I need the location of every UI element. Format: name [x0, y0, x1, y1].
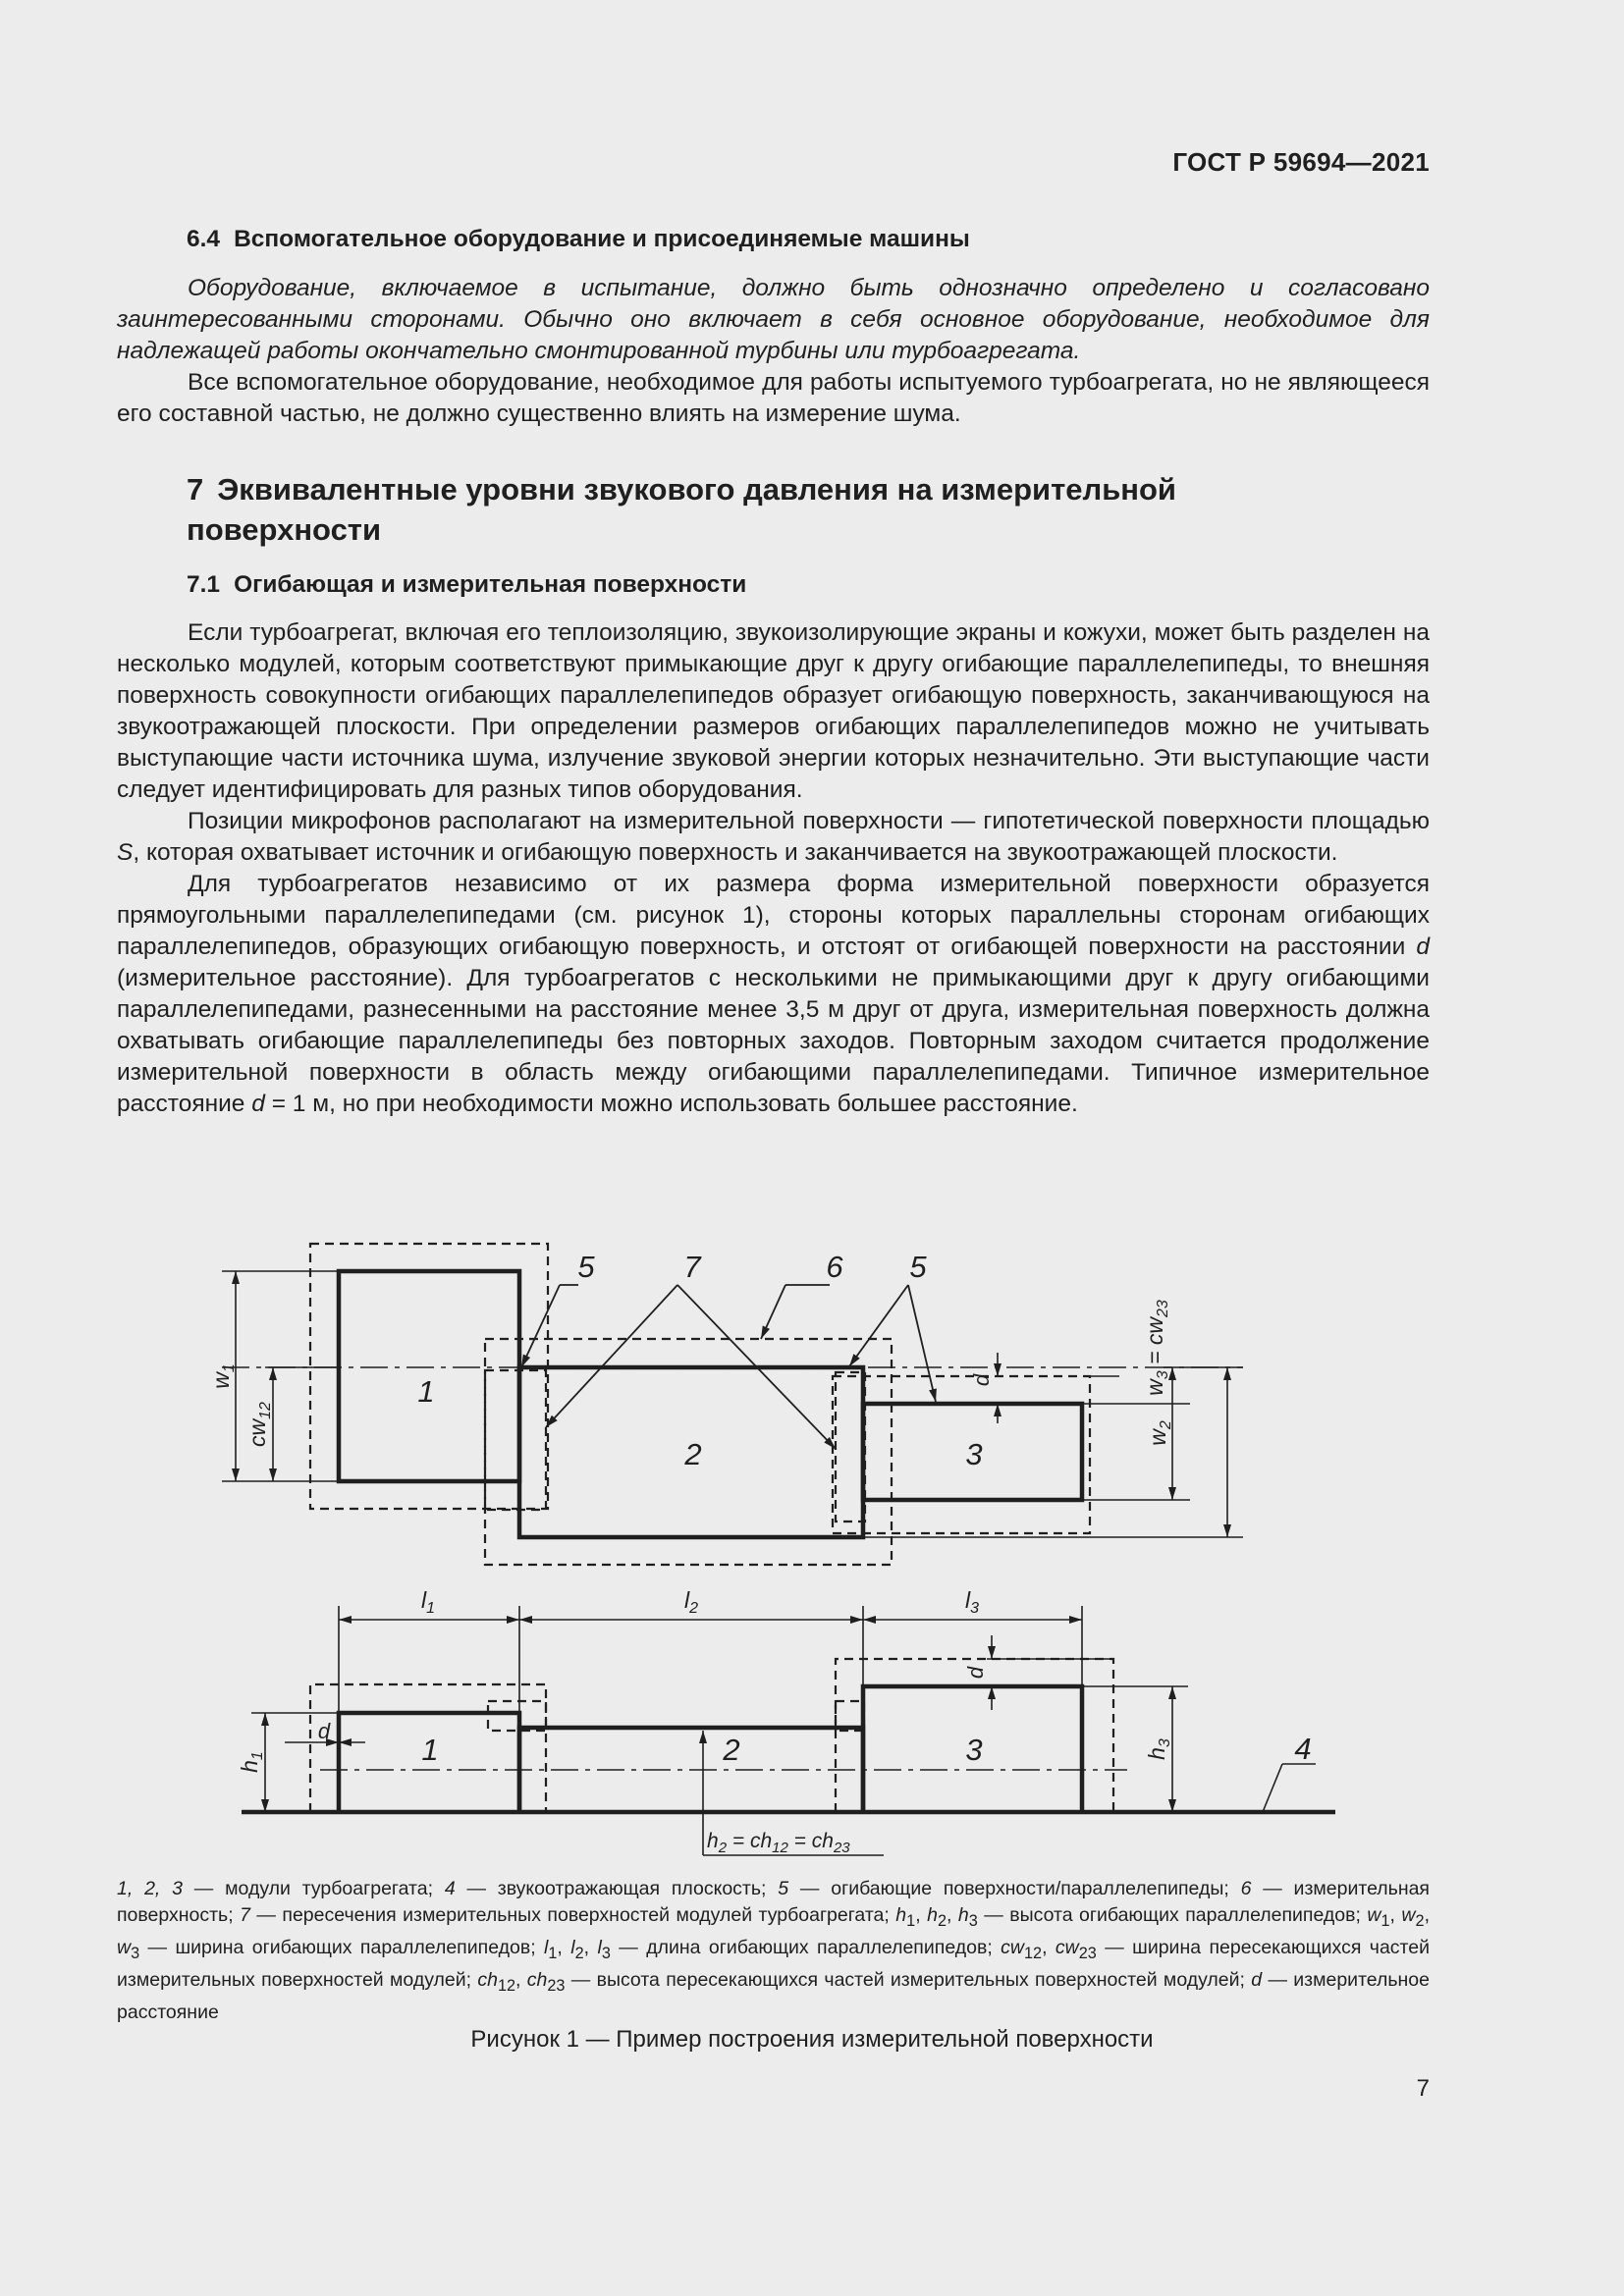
legend-key: h [895, 1904, 907, 1926]
label-l1 [421, 1587, 435, 1617]
document-code: ГОСТ Р 59694—2021 [1172, 147, 1430, 177]
text-run: (измерительное расстояние). Для турбоагрегатов с несколькими не примыкающими друг к другу огибающими параллелепипедами, разнесенными на расстояние менее 3,5 м друг от друга, измерительная поверхность должна охватывать огибающие параллелепипеды без повторных заходов. Повторным заходом считается продолжение измерительной поверхности в область между огибающими параллелепипедами. Типичное измерительное расстояние [117, 965, 1430, 1117]
legend-key: h [957, 1904, 969, 1926]
label-h1-subscript: 1 [249, 1751, 266, 1761]
label-ch23-symbol: = ch [787, 1830, 834, 1852]
legend-sub: 1 [906, 1911, 916, 1930]
label-cw12-symbol: cw [244, 1418, 270, 1447]
paragraph [117, 806, 1430, 869]
callout-4: 4 [1294, 1732, 1312, 1766]
legend-desc: — огибающие поверхности/параллелепипеды; [788, 1878, 1241, 1899]
legend-key: 5 [778, 1878, 789, 1899]
figure-labels [208, 1250, 1312, 1856]
section-6-4-body [117, 273, 1430, 430]
label-l3 [965, 1587, 979, 1617]
label-h3-symbol: h [1144, 1747, 1169, 1760]
side-view [242, 1606, 1335, 1855]
legend-key: w [1401, 1904, 1416, 1926]
label-d-plan: d [969, 1373, 994, 1387]
legend-sub: 3 [131, 1944, 140, 1962]
section-number: 7 [187, 472, 204, 507]
module-label-2-side: 2 [723, 1733, 740, 1767]
label-w3-subscript: 3 [1155, 1370, 1171, 1380]
legend-desc: — пересечения измерительных поверхностей модулей турбоагрегата; [249, 1904, 896, 1926]
label-h2-ch12-ch23 [707, 1830, 850, 1856]
callout-7: 7 [683, 1250, 701, 1284]
legend-key: l [597, 1936, 602, 1958]
figure-legend [117, 1876, 1430, 2026]
legend-sub: 12 [1024, 1944, 1043, 1962]
label-h2-symbol: h [707, 1830, 719, 1852]
module-label-1-side: 1 [421, 1733, 439, 1767]
label-w2-symbol: w [1145, 1429, 1170, 1446]
section-title: Эквивалентные уровни звукового давления на измерительной поверхности [187, 472, 1176, 547]
label-l3-subscript: 3 [970, 1600, 980, 1617]
label-l2-subscript: 2 [689, 1600, 699, 1617]
legend-key: l [570, 1936, 575, 1958]
label-w3-symbol: w [1142, 1379, 1167, 1396]
label-d-side: d [963, 1666, 988, 1680]
paragraph [117, 869, 1430, 1120]
legend-sub: 2 [1415, 1911, 1425, 1930]
label-l1-symbol: l [420, 1587, 427, 1613]
label-l1-subscript: 1 [426, 1600, 436, 1617]
symbol: d [1416, 934, 1430, 960]
label-ch12-symbol: = ch [727, 1830, 773, 1852]
plan-view [222, 1244, 1243, 1565]
label-w1-subscript: 1 [221, 1363, 238, 1373]
module-label-2: 2 [684, 1437, 702, 1471]
label-w2 [1145, 1420, 1174, 1446]
text-run: Позиции микрофонов располагают на измерительной поверхности — гипотетической поверхности площадью [188, 808, 1430, 834]
extension-lines [222, 1271, 1243, 1537]
legend-sub: 3 [601, 1944, 611, 1962]
legend-sub: 12 [497, 1976, 516, 1995]
label-d-side-left: d [317, 1719, 331, 1743]
legend-desc: — длина огибающих параллелепипедов; [610, 1936, 1001, 1958]
legend-key: w [1367, 1904, 1381, 1926]
legend-sub: 23 [547, 1976, 566, 1995]
module-label-1: 1 [417, 1374, 435, 1409]
text-run: = 1 м, но при необходимости можно использовать большее расстояние. [264, 1091, 1078, 1117]
section-7-heading [187, 469, 1365, 550]
section-title: Вспомогательное оборудование и присоединяемые машины [234, 226, 970, 252]
label-ch23-subscript: 23 [833, 1840, 850, 1856]
label-w2-subscript: 2 [1158, 1420, 1174, 1430]
legend-sub: 1 [548, 1944, 558, 1962]
text-run: , которая охватывает источник и огибающую поверхность и заканчивается на звукоотражающей плоскости. [133, 839, 1338, 866]
legend-desc: — ширина пересекающихся частей измерительных поверхностей модулей; [117, 1936, 1430, 1991]
section-6-4-heading [187, 226, 970, 253]
legend-desc: — измерительная поверхность; [117, 1878, 1430, 1926]
label-cw12 [244, 1402, 274, 1447]
callout-5-left: 5 [577, 1250, 595, 1284]
legend-sub: 1 [1380, 1911, 1390, 1930]
symbol: d [251, 1091, 265, 1117]
label-l3-symbol: l [964, 1587, 971, 1613]
label-w1-symbol: w [208, 1372, 234, 1389]
legend-text: 1, 2, 3 — модули турбоагрегата; 4 — звукоотражающая плоскость; 5 — огибающие поверхности/параллелепипеды; 6 — измерительная поверхность; 7 — пересечения измерительных поверхностей модулей турбоагрегата; $h_1$, $h_2$, $h_3$ — высота огибающих параллелепипедов; $w_1$, $w_2$, $w_3$ — ширина огибающих параллелепипедов; $l_1$, $l_2$, $l_3$ — длина огибающих параллелепипедов; $cw_{12}$, $cw_{23}$ — ширина пересекающихся частей измерительных поверхностей модулей; $ch_{12}$, $ch_{23}$ — высота пересекающихся частей измерительных поверхностей модулей; d — измерительное расстояние [117, 1878, 1430, 2023]
dimension-lines [265, 1620, 1172, 1812]
legend-key: 1, 2, 3 [117, 1878, 183, 1899]
legend-desc: — высота огибающих параллелепипедов; [977, 1904, 1368, 1926]
legend-sub: 2 [574, 1944, 584, 1962]
callout-5-right: 5 [909, 1250, 927, 1284]
legend-key: cw [1001, 1936, 1024, 1958]
legend-key: 7 [240, 1904, 250, 1926]
legend-key: ch [477, 1968, 498, 1991]
legend-key: 4 [444, 1878, 456, 1899]
label-h3 [1144, 1738, 1173, 1760]
figure-measurement-surface [0, 1227, 1624, 1865]
section-7-1-body [117, 617, 1430, 1120]
legend-desc: — ширина огибающих параллелепипедов; [139, 1936, 545, 1958]
legend-key: 6 [1240, 1878, 1252, 1899]
legend-key: l [544, 1936, 549, 1958]
text-run: Для турбоагрегатов независимо от их размера форма измерительной поверхности образуется прямоугольными параллелепипедами (см. рисунок 1), стороны которых параллельны сторонам огибающих параллелепипедов, образующих огибающую поверхность, и отстоят от огибающей поверхности на расстоянии [117, 871, 1430, 960]
extension-lines [251, 1606, 1316, 1855]
label-h1 [237, 1751, 266, 1773]
label-cw23-symbol: = cw [1142, 1316, 1167, 1371]
label-w3-cw23 [1142, 1300, 1171, 1396]
section-number: 6.4 [187, 226, 221, 252]
label-ch12-subscript: 12 [772, 1840, 788, 1856]
callout-6: 6 [826, 1250, 843, 1284]
label-cw23-subscript: 23 [1155, 1300, 1171, 1317]
module-label-3: 3 [965, 1437, 983, 1471]
page-number: 7 [1416, 2075, 1430, 2102]
legend-sub: 2 [937, 1911, 947, 1930]
legend-desc: — модули турбоагрегата; [183, 1878, 445, 1899]
label-h2-subscript: 2 [718, 1840, 728, 1856]
label-h1-symbol: h [237, 1760, 262, 1773]
label-h3-subscript: 3 [1157, 1738, 1173, 1748]
paragraph: Оборудование, включаемое в испытание, должно быть однозначно определено и согласовано заинтересованными сторонами. Обычно оно включает в себя основное оборудование, необходимое для надлежащей работы окончательно смонтированной турбины или турбоагрегата. [117, 275, 1430, 364]
section-7-1-heading [187, 571, 746, 599]
legend-desc: — высота пересекающихся частей измерительных поверхностей модулей; [565, 1968, 1252, 1991]
label-w1 [208, 1363, 238, 1389]
legend-key: w [117, 1936, 132, 1958]
legend-desc: — звукоотражающая плоскость; [455, 1878, 779, 1899]
module-label-3-side: 3 [965, 1733, 983, 1767]
section-number: 7.1 [187, 571, 221, 598]
paragraph: Все вспомогательное оборудование, необходимое для работы испытуемого турбоагрегата, но не являющееся его составной частью, не должно существенно влиять на измерение шума. [117, 369, 1430, 427]
legend-key: ch [526, 1968, 548, 1991]
legend-key: d [1251, 1968, 1263, 1991]
paragraph: Если турбоагрегат, включая его теплоизоляцию, звукоизолирующие экраны и кожухи, может быть разделен на несколько модулей, которым соответствуют примыкающие друг к другу огибающие параллелепипеды, то внешняя поверхность совокупности огибающих параллелепипедов образует огибающую поверхность, заканчивающуюся на звукоотражающей плоскости. При определении размеров огибающих параллелепипедов можно не учитывать выступающие части источника шума, излучение звуковой энергии которых незначительно. Эти выступающие части следует идентифицировать для разных типов оборудования. [117, 619, 1430, 803]
legend-key: h [927, 1904, 938, 1926]
label-l2-symbol: l [683, 1587, 690, 1613]
legend-sub: 23 [1078, 1944, 1097, 1962]
legend-sub: 3 [968, 1911, 978, 1930]
symbol: S [117, 839, 134, 866]
legend-key: cw [1055, 1936, 1079, 1958]
label-l2 [684, 1587, 698, 1617]
label-cw12-subscript: 12 [257, 1402, 274, 1419]
section-title: Огибающая и измерительная поверхности [234, 571, 747, 598]
legend-desc: — измерительное расстояние [117, 1968, 1430, 2023]
figure-caption: Рисунок 1 — Пример построения измерительной поверхности [470, 2026, 1154, 2053]
